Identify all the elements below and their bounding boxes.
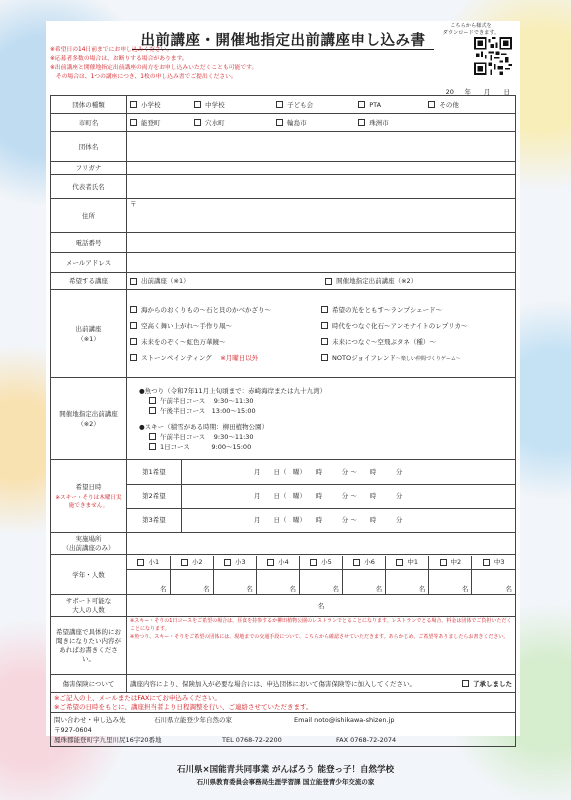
grade-count[interactable]: 名 — [505, 584, 512, 593]
location-label: 実施場所 （出前講座のみ） — [51, 533, 127, 555]
group-type-option[interactable]: その他 — [428, 100, 459, 110]
grade-count[interactable]: 名 — [127, 570, 170, 594]
checkbox[interactable] — [321, 322, 328, 329]
row-desired-date — [51, 460, 516, 533]
row-bottom-notes — [51, 693, 516, 713]
checkbox[interactable] — [358, 101, 365, 108]
course-option[interactable]: 海からのおくりもの～石と貝のかべかざり～ — [130, 305, 321, 315]
rep-name-label: 代表者氏名 — [51, 175, 127, 199]
checkbox[interactable] — [321, 338, 328, 345]
grade-option[interactable]: 小1 — [127, 556, 170, 570]
contact-fax: FAX 0768-72-2074 — [336, 735, 397, 744]
grade-option[interactable]: 中1 — [386, 556, 429, 570]
course-option[interactable]: 1日コース 9:00～15:00 — [139, 442, 512, 452]
city-option[interactable]: 輪島市 — [276, 118, 356, 128]
checkbox[interactable] — [358, 119, 365, 126]
row-email — [51, 253, 516, 273]
choice-2-label: 第2希望 — [127, 484, 182, 508]
grade-grid — [127, 555, 516, 595]
email-field[interactable] — [127, 253, 516, 273]
course-option[interactable]: 午前半日コース 9:30～11:30 — [139, 396, 512, 406]
course-option[interactable]: 時代をつなぐ化石～アンモナイトのレプリカ～ — [321, 321, 512, 331]
checkbox[interactable] — [130, 306, 137, 313]
row-address — [51, 199, 516, 233]
grade-option[interactable]: 中3 — [472, 556, 515, 570]
checkbox[interactable] — [130, 322, 137, 329]
notice-list — [50, 46, 257, 82]
phone-label: 電話番号 — [51, 233, 127, 253]
course-option[interactable]: 午後半日コース 13:00～15:00 — [139, 406, 512, 416]
furigana-label: フリガナ — [51, 162, 127, 175]
grade-count[interactable]: 名 — [170, 570, 213, 594]
course-option[interactable]: 空高く舞い上がれ～手作り凧～ — [130, 321, 321, 331]
city-option[interactable]: 珠洲市 — [358, 118, 389, 128]
furigana-field[interactable] — [127, 162, 516, 175]
course-option[interactable]: 希望の光をともす～ランプシェード～ — [321, 305, 512, 315]
checkbox[interactable] — [149, 443, 156, 450]
row-group-type — [51, 96, 516, 114]
checkbox[interactable] — [276, 101, 283, 108]
bottom-notes: ※ご記入の上、メールまたはFAXにてお申込みください。 ※ご希望の日時をもとに、講座担当者より日程調整を行い、ご連絡させていただきます。 — [51, 693, 516, 713]
date-line[interactable]: 20 年 月 日 — [445, 88, 510, 96]
rep-name-field[interactable] — [127, 175, 516, 199]
course-option[interactable]: 午前半日コース 9:30～11:30 — [139, 432, 512, 442]
contact-zip: 〒927-0604 — [54, 725, 92, 734]
notice-item: その場合は、1つの講座につき、1枚の申し込み書でご提出ください。 — [50, 74, 237, 80]
checkbox[interactable] — [194, 119, 201, 126]
group-type-option[interactable]: 小学校 — [130, 100, 192, 110]
location-field[interactable] — [127, 533, 516, 555]
group-type-options — [127, 96, 516, 114]
checkbox[interactable] — [130, 338, 137, 345]
choice-1-field[interactable]: 月 日（ 曜） 時 分 ～ 時 分 — [182, 460, 516, 484]
grade-count[interactable]: 名 — [386, 570, 429, 594]
checkbox[interactable] — [130, 101, 137, 108]
grade-count[interactable]: 名 — [299, 570, 342, 594]
checkbox[interactable] — [194, 101, 201, 108]
checkbox[interactable] — [276, 119, 283, 126]
row-grade — [51, 555, 516, 595]
row-site-course — [51, 378, 516, 460]
checkbox[interactable] — [130, 278, 137, 285]
notice-item: ※出前講座と開催地指定出前講座の両方をお申し込みいただくことも可能です。 — [50, 65, 258, 71]
form-table — [50, 95, 516, 747]
footer-line-2: 石川県教育委員会事務局生涯学習課 国立能登青少年交流の家 — [196, 778, 375, 786]
desired-course-label: 希望する講座 — [51, 273, 127, 290]
questions-label: 希望講座で具体的にお聞きになりたい内容があればお書きください。 — [51, 617, 127, 675]
checkbox[interactable] — [149, 397, 156, 404]
site-course-label: 開催地指定出前講座 （※2） — [51, 378, 127, 460]
choice-2-field[interactable]: 月 日（ 曜） 時 分 ～ 時 分 — [182, 484, 516, 508]
grade-option[interactable]: 小2 — [170, 556, 213, 570]
grade-count[interactable]: 名 — [429, 570, 472, 594]
page-title: 出前講座・開催地指定出前講座申し込み書 — [140, 33, 426, 49]
grade-option[interactable]: 中2 — [429, 556, 472, 570]
city-option[interactable]: 能登町 — [130, 118, 192, 128]
checkbox[interactable] — [149, 433, 156, 440]
row-insurance — [51, 675, 516, 693]
row-phone — [51, 233, 516, 253]
group-type-option[interactable]: 子ども会 — [276, 100, 356, 110]
city-label: 市町名 — [51, 114, 127, 132]
contact-label: 問い合わせ・申し込み先 — [54, 715, 126, 724]
group-name-label: 団体名 — [51, 132, 127, 162]
insurance-agree-option[interactable]: 了承しました — [462, 679, 512, 689]
row-furigana — [51, 162, 516, 175]
course-option[interactable]: 未来をのぞく～虹色万華鏡～ — [130, 337, 321, 347]
checkbox[interactable] — [325, 278, 332, 285]
choice-1-label: 第1希望 — [127, 460, 182, 484]
email-label: メールアドレス — [51, 253, 127, 273]
row-location — [51, 533, 516, 555]
checkbox[interactable] — [321, 306, 328, 313]
checkbox[interactable] — [149, 407, 156, 414]
row-questions — [51, 617, 516, 675]
grade-option[interactable]: 小4 — [256, 556, 299, 570]
group-type-option[interactable]: 中学校 — [194, 100, 274, 110]
grade-count[interactable]: 名 — [256, 570, 299, 594]
contact-email[interactable]: Email noto@ishikawa-shizen.jp — [294, 715, 395, 724]
city-option[interactable]: 穴水町 — [194, 118, 274, 128]
insurance-label: 傷害保険について — [51, 675, 127, 693]
grade-option[interactable]: 小5 — [299, 556, 342, 570]
checkbox[interactable] — [462, 680, 469, 687]
city-options — [127, 114, 516, 132]
phone-field[interactable] — [127, 233, 516, 253]
row-group-name — [51, 132, 516, 162]
row-rep-name — [51, 175, 516, 199]
course-option[interactable]: ストーンペインティング ※月曜日以外 — [130, 353, 321, 363]
footer-line-1: 石川県×国能青共同事業 がんばろう 能登っ子！自然学校 — [176, 765, 395, 775]
address-field[interactable] — [127, 199, 516, 233]
grade-label: 学年・人数 — [51, 555, 127, 595]
choice-3-field[interactable]: 月 日（ 曜） 時 分 ～ 時 分 — [254, 516, 403, 525]
grade-count[interactable]: 名 — [213, 570, 256, 594]
desired-date-label: 希望日時 ※スキー・そりは木曜日実施できません。 — [51, 460, 127, 533]
course-option[interactable]: 未来につなぐ～空飛ぶタネ（種）～ — [321, 337, 512, 347]
contact-info — [51, 713, 516, 747]
row-support — [51, 595, 516, 617]
desired-course-option[interactable]: 出前講座（※1） — [130, 276, 323, 286]
footer — [0, 763, 571, 786]
demo-course-label: 出前講座 （※1） — [51, 290, 127, 378]
notice-item: ※応募者多数の場合は、お断りする場合があります。 — [50, 56, 188, 62]
contact-tel: TEL 0768-72-2200 — [222, 735, 282, 744]
address-label: 住所 — [51, 199, 127, 233]
group-type-option[interactable]: PTA — [358, 100, 426, 110]
row-contact — [51, 713, 516, 747]
ski-title: ●スキー（積雪がある時期：柳田植物公園） — [139, 422, 269, 431]
desired-course-option[interactable]: 開催地指定出前講座（※2） — [325, 276, 417, 286]
checkbox[interactable] — [130, 119, 137, 126]
site-course-options — [127, 378, 516, 460]
zip-mark: 〒 — [130, 200, 137, 208]
date-choices — [127, 460, 516, 533]
desired-course-options — [127, 273, 516, 290]
qr-code-icon[interactable] — [474, 37, 512, 75]
course-option[interactable]: NOTOジョイフレンド～楽しい仲間づくりゲーム～ — [321, 353, 512, 363]
fishing-title: ●魚つり（令和7年11月上旬頃まで：赤崎海岸または九十九湾） — [139, 386, 327, 395]
row-demo-course — [51, 290, 516, 378]
contact-org: 石川県立能登少年自然の家 — [154, 715, 232, 724]
grade-option[interactable]: 小6 — [343, 556, 386, 570]
checkbox[interactable] — [428, 101, 435, 108]
insurance-text: 講座内容により、保険加入が必要な場合には、申込団体において傷害保険等に加入してください。 — [130, 679, 416, 688]
choice-3-label: 第3希望 — [127, 508, 182, 532]
support-label: サポート可能な 大人の人数 — [51, 595, 127, 617]
support-count[interactable]: 名 — [127, 595, 516, 617]
contact-address: 鳳珠郡能登町字九里川尻16字20番地 — [54, 735, 162, 744]
questions-field[interactable]: ※スキー・そりの1日コースをご希望の場合は、昼食を持参するか柳田植物公園のレストランでとることになります。レストランでとる場合、料金は団体でご負担いただくことになります。 ※魚つり、スキー・そりをご希望の団体には、現地までの交通手段について、こちらから確認させていただきます。あらかじめ、ご希望等ありましたらお書きください。 — [127, 617, 516, 675]
group-name-field[interactable] — [127, 132, 516, 162]
demo-course-options — [127, 290, 516, 378]
grade-count[interactable]: 名 — [343, 570, 386, 594]
checkbox[interactable] — [321, 354, 328, 361]
insurance-cell — [127, 675, 516, 693]
grade-option[interactable]: 小3 — [213, 556, 256, 570]
qr-note: こちらから様式を ダウンロードできます。 — [442, 23, 500, 36]
checkbox[interactable] — [130, 354, 137, 361]
group-type-label: 団体の種類 — [51, 96, 127, 114]
notice-item: ※希望日の14日前までにお申し込みください。 — [50, 47, 173, 53]
application-form — [46, 21, 520, 744]
row-desired-course — [51, 273, 516, 290]
row-city — [51, 114, 516, 132]
